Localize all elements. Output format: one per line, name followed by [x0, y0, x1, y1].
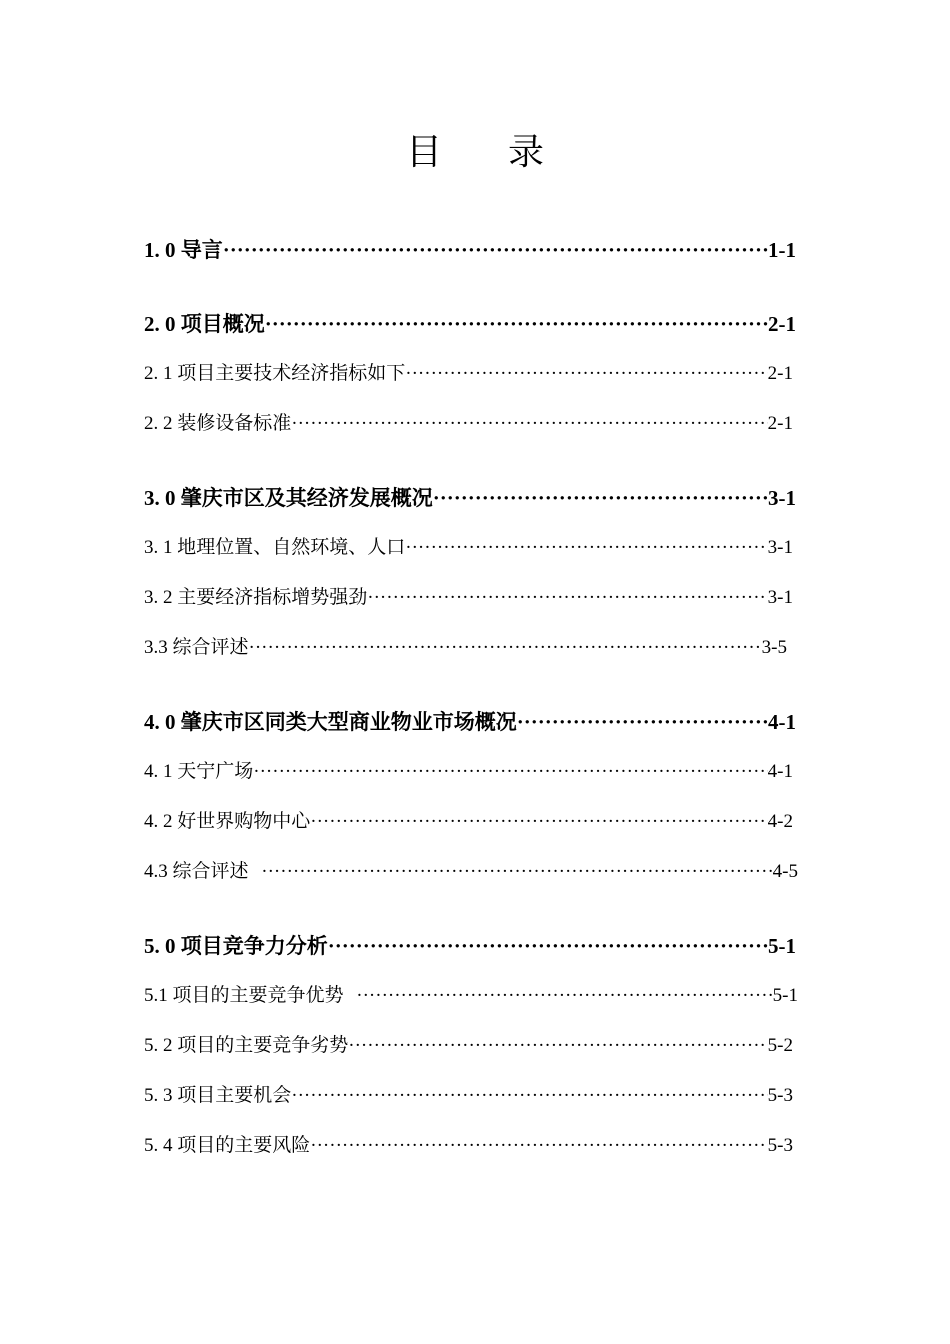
toc-entry-label: 3.3 综合评述 [144, 637, 249, 658]
toc-entry-label: 3. 2 主要经济指标增势强劲 [144, 587, 368, 608]
toc-entry-label: 5. 0 项目竞争力分析 [144, 934, 328, 958]
toc-dot-leader [348, 1031, 767, 1061]
toc-entry-label: 4. 1 天宁广场 [144, 761, 254, 782]
toc-entry-page: 5-3 [767, 1135, 793, 1156]
toc-entry-label: 5. 4 项目的主要风险 [144, 1135, 311, 1156]
toc-dot-leader [356, 981, 772, 1011]
toc-entry-5-2[interactable] [144, 1031, 793, 1061]
toc-entry-page: 3-5 [761, 637, 787, 658]
toc-entry-label: 5. 2 项目的主要竞争劣势 [144, 1035, 349, 1056]
toc-dot-leader [367, 583, 767, 613]
toc-entry-page: 3-1 [767, 537, 793, 558]
toc-entry-4-1[interactable] [144, 757, 793, 787]
toc-entry-label: 2. 1 项目主要技术经济指标如下 [144, 363, 406, 384]
toc-entry-page: 2-1 [767, 413, 793, 434]
toc-entry-3-1[interactable] [144, 533, 793, 563]
toc-entry-page: 2-1 [768, 312, 796, 336]
toc-entry-label: 1. 0 导言 [144, 238, 223, 262]
toc-dot-leader [291, 409, 767, 439]
toc-dot-leader [433, 483, 768, 513]
toc-entry-page: 2-1 [767, 363, 793, 384]
toc-entry-3-2[interactable] [144, 583, 793, 613]
toc-dot-leader [253, 757, 767, 787]
toc-entry-page: 5-1 [772, 985, 798, 1006]
toc-entry-label: 5. 3 项目主要机会 [144, 1085, 292, 1106]
toc-entry-2-0[interactable] [144, 309, 796, 339]
toc-entry-page: 5-2 [767, 1035, 793, 1056]
toc-entry-page: 1-1 [768, 238, 796, 262]
toc-entry-4-3[interactable] [144, 857, 798, 887]
toc-entry-2-2[interactable] [144, 409, 793, 439]
toc-entry-label: 3. 1 地理位置、自然环境、人口 [144, 537, 406, 558]
toc-dot-leader [328, 931, 768, 961]
toc-entry-label: 3. 0 肇庆市区及其经济发展概况 [144, 486, 433, 510]
toc-dot-leader [405, 359, 767, 389]
toc-entry-5-1[interactable] [144, 981, 798, 1011]
toc-entry-page: 4-2 [767, 811, 793, 832]
toc-entry-5-4[interactable] [144, 1131, 793, 1161]
toc-entry-5-0[interactable] [144, 931, 796, 961]
toc-entry-label: 2. 0 项目概况 [144, 312, 265, 336]
toc-entry-label: 4.3 综合评述 [144, 861, 254, 882]
toc-dot-leader [310, 1131, 767, 1161]
toc-entry-page: 4-1 [768, 710, 796, 734]
toc-entry-page: 4-5 [772, 861, 798, 882]
toc-entry-page: 3-1 [768, 486, 796, 510]
toc-dot-leader [405, 533, 767, 563]
toc-entry-label: 4. 2 好世界购物中心 [144, 811, 311, 832]
toc-entry-label: 2. 2 装修设备标准 [144, 413, 292, 434]
toc-dot-leader [291, 1081, 767, 1111]
toc-dot-leader [223, 235, 768, 265]
toc-dot-leader [261, 857, 772, 887]
toc-dot-leader [265, 309, 768, 339]
page-title-char-1: 目 [405, 132, 442, 172]
toc-entry-label: 4. 0 肇庆市区同类大型商业物业市场概况 [144, 710, 517, 734]
toc-entry-2-1[interactable] [144, 359, 793, 389]
page-title-char-2: 录 [508, 132, 545, 172]
toc-entry-3-3[interactable] [144, 633, 787, 663]
toc-dot-leader [310, 807, 767, 837]
toc-entry-page: 4-1 [767, 761, 793, 782]
toc-entry-page: 3-1 [767, 587, 793, 608]
toc-entry-page: 5-3 [767, 1085, 793, 1106]
toc-entry-1-0[interactable] [144, 235, 796, 265]
toc-entry-page: 5-1 [768, 934, 796, 958]
toc-dot-leader [517, 707, 768, 737]
toc-entry-5-3[interactable] [144, 1081, 793, 1111]
toc-entry-label: 5.1 项目的主要竞争优势 [144, 985, 349, 1006]
toc-entry-4-0[interactable] [144, 707, 796, 737]
toc-entry-3-0[interactable] [144, 483, 796, 513]
toc-dot-leader [249, 633, 762, 663]
toc-entry-4-2[interactable] [144, 807, 793, 837]
